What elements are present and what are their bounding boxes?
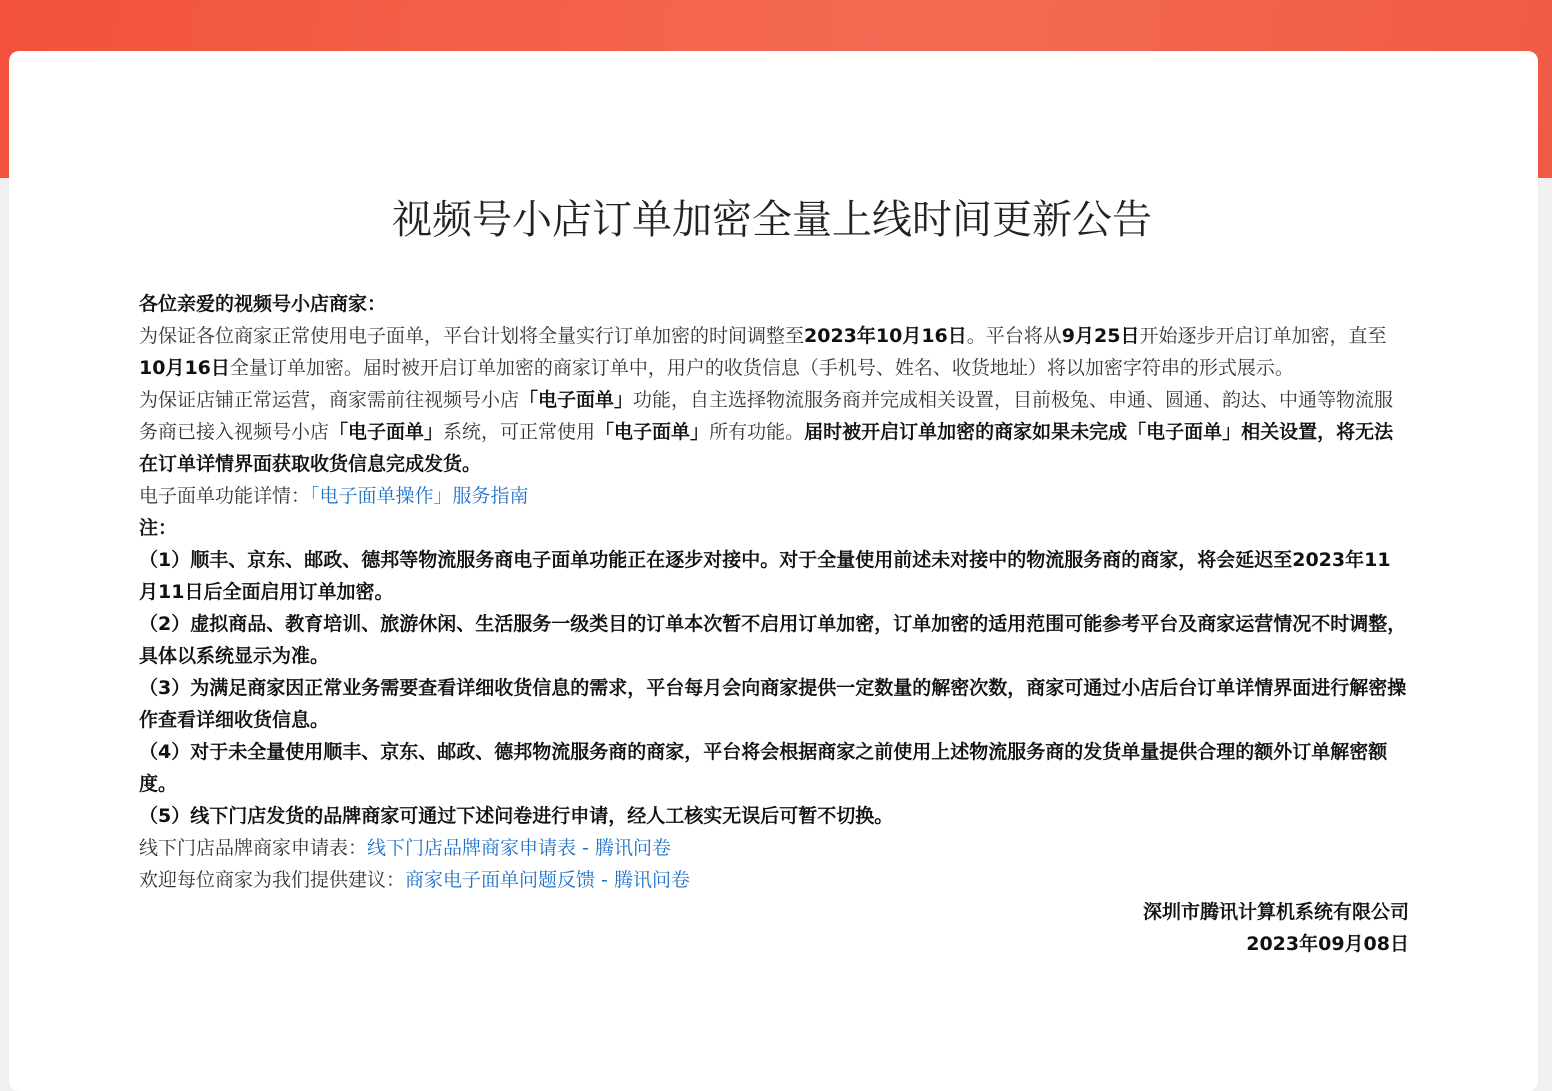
feedback-label: 欢迎每位商家为我们提供建议： (139, 869, 406, 891)
paragraph-setup (139, 384, 1409, 480)
note-item: （4）对于未全量使用顺丰、京东、邮政、德邦物流服务商的商家，平台将会根据商家之前使用上述物流服务商的发货单量提供合理的额外订单解密额度。 (139, 741, 1388, 795)
announcement-body (139, 288, 1409, 960)
text: 系统，可正常使用 (443, 421, 596, 443)
guide-link[interactable]: 「电子面单操作」服务指南 (310, 485, 529, 507)
note-item: （5）线下门店发货的品牌商家可通过下述问卷进行申请，经人工核实无误后可暂不切换。 (139, 805, 894, 827)
note-label: 注： (139, 517, 178, 539)
note-item: （1）顺丰、京东、邮政、德邦等物流服务商电子面单功能正在逐步对接中。对于全量使用前述未对接中的物流服务商的商家，将会延迟至2023年11月11日后全面启用订单加密。 (139, 549, 1391, 603)
publish-date: 2023年09月08日 (1246, 933, 1409, 955)
company-name: 深圳市腾讯计算机系统有限公司 (1142, 901, 1409, 923)
guide-line (139, 480, 1409, 512)
text: 开始逐步开启订单加密，直至 (1139, 325, 1387, 347)
text: 全量订单加密。届时被开启订单加密的商家订单中，用户的收货信息（手机号、姓名、收货地址）将以加密字符串的形式展示。 (229, 357, 1294, 379)
note-item: （2）虚拟商品、教育培训、旅游休闲、生活服务一级类目的订单本次暂不启用订单加密，订单加密的适用范围可能参考平台及商家运营情况不时调整，具体以系统显示为准。 (139, 613, 1407, 667)
text: 。平台将从 (966, 325, 1062, 347)
highlight-date: 9月25日 (1061, 325, 1140, 347)
apply-label: 线下门店品牌商家申请表： (139, 837, 368, 859)
highlight-date: 10月16日 (139, 357, 230, 379)
feedback-link[interactable]: 商家电子面单问题反馈 - 腾讯问卷 (405, 869, 690, 891)
guide-label: 电子面单功能详情： (139, 485, 311, 507)
apply-line (139, 832, 1409, 864)
feedback-line (139, 864, 1409, 896)
highlight-feature: 「电子面单」 (329, 421, 444, 443)
page-title: 视频号小店订单加密全量上线时间更新公告 (392, 197, 1152, 243)
apply-form-link[interactable]: 线下门店品牌商家申请表 - 腾讯问卷 (367, 837, 671, 859)
highlight-date: 2023年10月16日 (804, 325, 967, 347)
highlight-feature: 「电子面单」 (595, 421, 710, 443)
text: 为保证各位商家正常使用电子面单，平台计划将全量实行订单加密的时间调整至 (139, 325, 805, 347)
note-item: （3）为满足商家因正常业务需要查看详细收货信息的需求，平台每月会向商家提供一定数量的解密次数，商家可通过小店后台订单详情界面进行解密操作查看详细收货信息。 (139, 677, 1407, 731)
text: 为保证店铺正常运营，商家需前往视频号小店 (139, 389, 520, 411)
greeting: 各位亲爱的视频号小店商家： (139, 293, 387, 315)
text: 功能，自主选择物流服务商并完成相关设置，目前极兔、申通、圆通、韵达、中通等物流服务商已接入视频号小店 (139, 389, 1394, 443)
warning-text: 届时被开启订单加密的商家如果未完成「电子面单」相关设置，将无法在订单详情界面获取收货信息完成发货。 (139, 421, 1394, 475)
paragraph-schedule (139, 320, 1409, 384)
text: 所有功能。 (709, 421, 805, 443)
highlight-feature: 「电子面单」 (519, 389, 634, 411)
